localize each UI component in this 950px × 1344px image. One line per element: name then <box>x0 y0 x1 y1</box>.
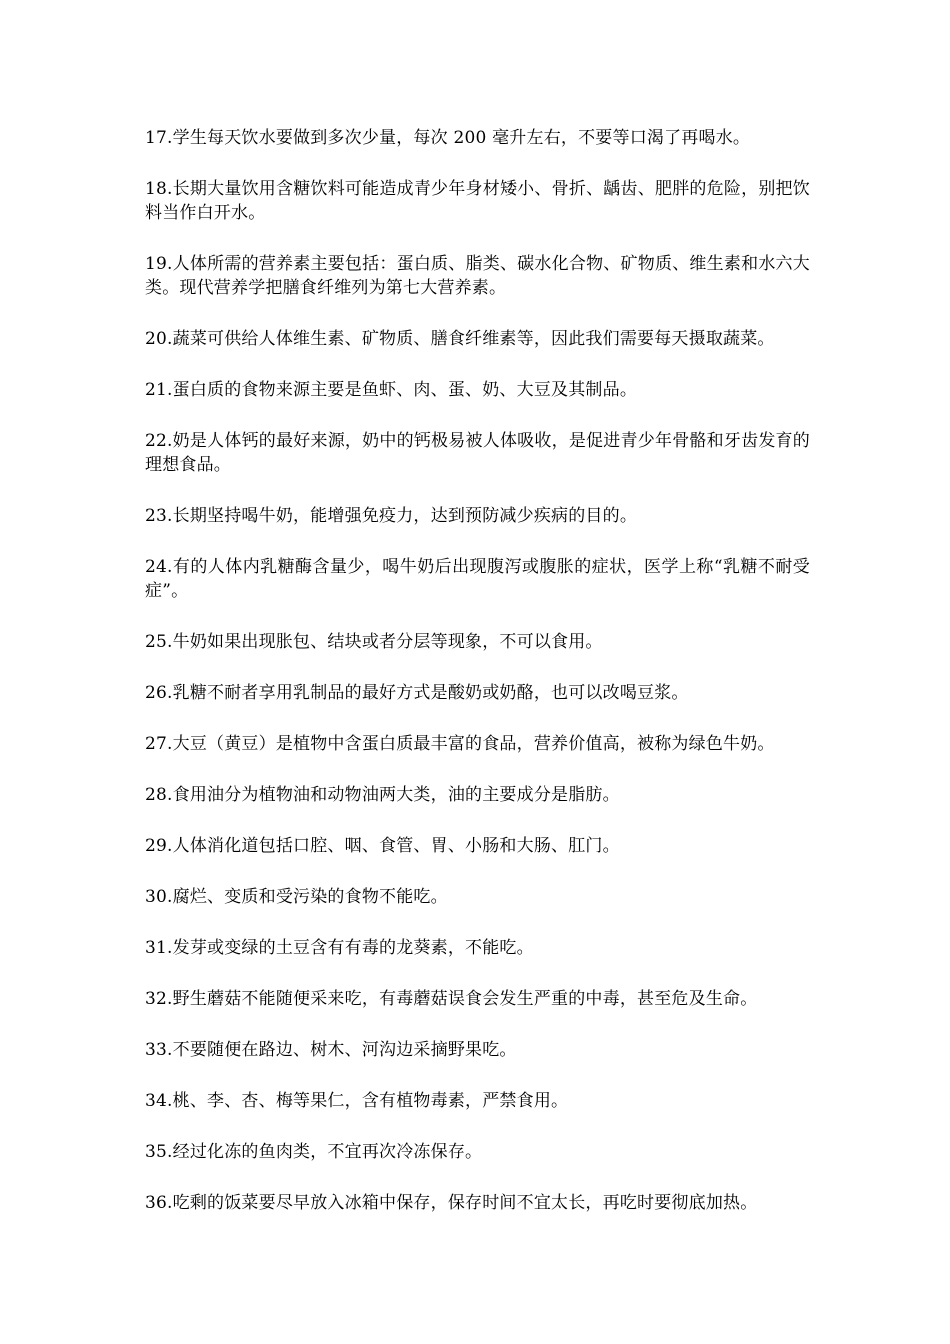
paragraph-31: 31.发芽或变绿的土豆含有有毒的龙葵素，不能吃。 <box>145 938 534 958</box>
paragraph-36: 36.吃剩的饭菜要尽早放入冰箱中保存，保存时间不宜太长，再吃时要彻底加热。 <box>145 1193 758 1213</box>
paragraph-34: 34.桃、李、杏、梅等果仁，含有植物毒素，严禁食用。 <box>145 1091 569 1111</box>
paragraph-29: 29.人体消化道包括口腔、咽、食管、胃、小肠和大肠、肛门。 <box>145 836 620 856</box>
paragraph-27: 27.大豆（黄豆）是植物中含蛋白质最丰富的食品，营养价值高，被称为绿色牛奶。 <box>145 734 775 754</box>
paragraph-18: 18.长期大量饮用含糖饮料可能造成青少年身材矮小、骨折、龋齿、肥胖的危险，别把饮料当作白开水。 <box>145 179 810 223</box>
paragraph-19: 19.人体所需的营养素主要包括：蛋白质、脂类、碳水化合物、矿物质、维生素和水六大类。现代营养学把膳食纤维列为第七大营养素。 <box>145 254 810 298</box>
paragraph-26: 26.乳糖不耐者享用乳制品的最好方式是酸奶或奶酪，也可以改喝豆浆。 <box>145 683 689 703</box>
paragraph-20: 20.蔬菜可供给人体维生素、矿物质、膳食纤维素等，因此我们需要每天摄取蔬菜。 <box>145 329 775 349</box>
paragraph-32: 32.野生蘑菇不能随便采来吃，有毒蘑菇误食会发生严重的中毒，甚至危及生命。 <box>145 989 758 1009</box>
paragraph-28: 28.食用油分为植物油和动物油两大类，油的主要成分是脂肪。 <box>145 785 620 805</box>
paragraph-24: 24.有的人体内乳糖酶含量少，喝牛奶后出现腹泻或腹胀的症状，医学上称“乳糖不耐受症”。 <box>145 557 810 601</box>
paragraph-23: 23.长期坚持喝牛奶，能增强免疫力，达到预防减少疾病的目的。 <box>145 506 638 526</box>
paragraph-25: 25.牛奶如果出现胀包、结块或者分层等现象，不可以食用。 <box>145 632 603 652</box>
paragraph-30: 30.腐烂、变质和受污染的食物不能吃。 <box>145 887 448 907</box>
document-body <box>145 126 810 1242</box>
paragraph-17: 17.学生每天饮水要做到多次少量，每次 200 毫升左右，不要等口渴了再喝水。 <box>145 128 751 148</box>
paragraph-22: 22.奶是人体钙的最好来源，奶中的钙极易被人体吸收，是促进青少年骨骼和牙齿发育的理想食品。 <box>145 431 810 475</box>
paragraph-33: 33.不要随便在路边、树木、河沟边采摘野果吃。 <box>145 1040 517 1060</box>
paragraph-35: 35.经过化冻的鱼肉类，不宜再次冷冻保存。 <box>145 1142 483 1162</box>
paragraph-21: 21.蛋白质的食物来源主要是鱼虾、肉、蛋、奶、大豆及其制品。 <box>145 380 638 400</box>
